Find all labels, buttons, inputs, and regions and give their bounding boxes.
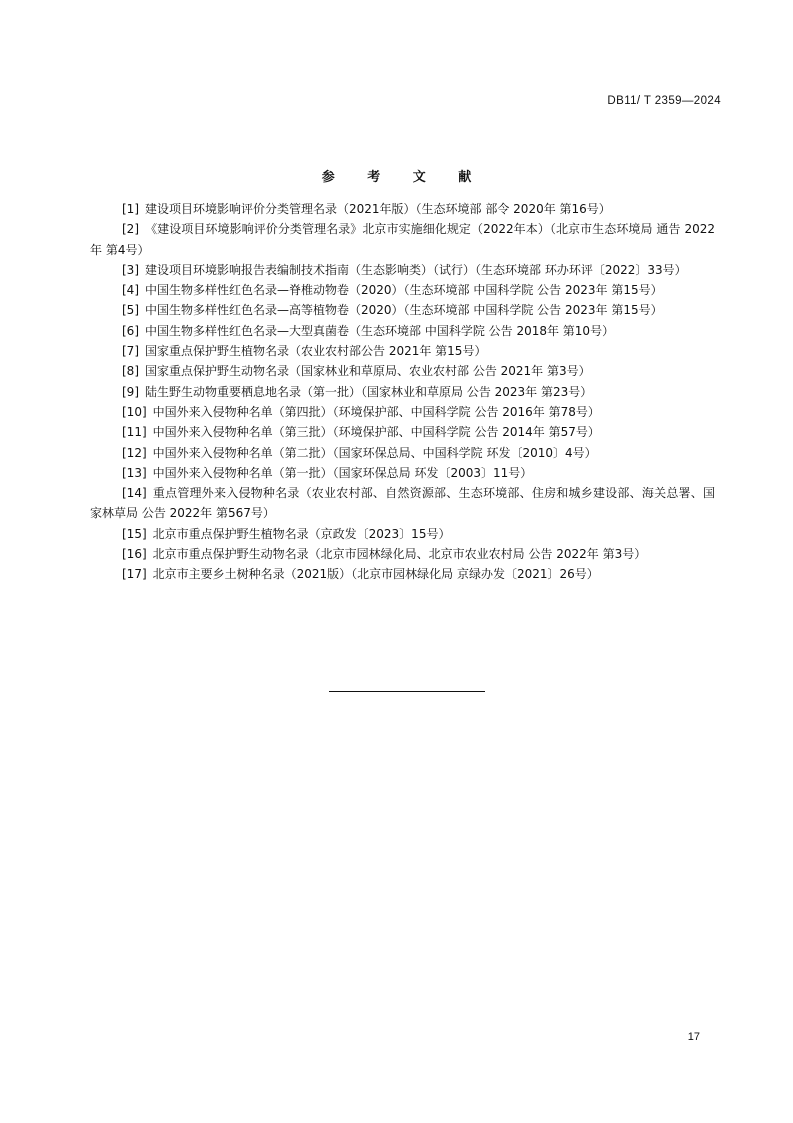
page-number: 17 [687,1031,700,1043]
reference-text: 中国外来入侵物种名单（第二批）（国家环保总局、中国科学院 环发〔2010〕4号） [152,445,597,460]
reference-number: [12] [122,445,147,460]
reference-item [90,382,715,402]
reference-item [90,321,715,341]
reference-item [90,280,715,300]
reference-number: [16] [122,547,147,562]
reference-item [90,483,715,524]
reference-item [90,524,715,544]
reference-text: 中国外来入侵物种名单（第三批）（环境保护部、中国科学院 公告 2014年 第57号） [152,425,600,440]
reference-item [90,463,715,483]
reference-item [90,219,715,260]
reference-number: [10] [122,404,147,419]
reference-item [90,564,715,584]
reference-number: [8] [122,364,139,379]
reference-item [90,544,715,564]
reference-text: 北京市主要乡土树种名录（2021版）（北京市园林绿化局 京绿办发〔2021〕26号） [152,567,599,582]
reference-text: 国家重点保护野生动物名录（国家林业和草原局、农业农村部 公告 2021年 第3号） [145,364,591,379]
reference-text: 中国外来入侵物种名单（第四批）（环境保护部、中国科学院 公告 2016年 第78号） [152,404,600,419]
reference-text: 北京市重点保护野生植物名录（京政发〔2023〕15号） [152,526,451,541]
reference-text: 中国外来入侵物种名单（第一批）（国家环保总局 环发〔2003〕11号） [152,465,533,480]
reference-item [90,341,715,361]
reference-number: [7] [122,344,139,359]
document-code: DB11/ T 2359—2024 [607,95,721,107]
reference-number: [3] [122,262,139,277]
reference-text: 建设项目环境影响报告表编制技术指南（生态影响类）（试行）（生态环境部 环办环评〔2022〕33号） [145,262,687,277]
section-title: 参 考 文 献 [321,170,486,185]
reference-text: 国家重点保护野生植物名录（农业农村部公告 2021年 第15号） [145,344,487,359]
reference-item [90,443,715,463]
reference-number: [11] [122,425,147,440]
reference-number: [17] [122,567,147,582]
reference-number: [15] [122,526,147,541]
reference-text: 建设项目环境影响评价分类管理名录（2021年版）（生态环境部 部令 2020年 第16号） [145,202,611,216]
reference-list [90,199,715,585]
reference-item [90,422,715,442]
reference-item [90,260,715,280]
reference-item [90,402,715,422]
reference-text: 《建设项目环境影响评价分类管理名录》北京市实施细化规定（2022年本）（北京市生态环境局 通告 2022年 第4号） [90,222,715,257]
reference-item [90,361,715,381]
reference-item [90,300,715,320]
reference-number: [9] [122,384,139,399]
reference-text: 重点管理外来入侵物种名录（农业农村部、自然资源部、生态环境部、住房和城乡建设部、海关总署、国家林草局 公告 2022年 第567号） [90,486,715,521]
reference-number: [6] [122,323,139,338]
reference-number: [14] [122,486,147,501]
reference-item [90,199,715,219]
reference-number: [4] [122,283,139,298]
reference-number: [1] [122,202,139,216]
reference-text: 中国生物多样性红色名录—大型真菌卷（生态环境部 中国科学院 公告 2018年 第10号） [145,323,615,338]
reference-number: [13] [122,465,147,480]
reference-text: 中国生物多样性红色名录—高等植物卷（2020）（生态环境部 中国科学院 公告 2023年 第15号） [145,303,663,318]
reference-number: [2] [122,222,139,237]
reference-text: 中国生物多样性红色名录—脊椎动物卷（2020）（生态环境部 中国科学院 公告 2023年 第15号） [145,283,663,298]
reference-text: 陆生野生动物重要栖息地名录（第一批）（国家林业和草原局 公告 2023年 第23号） [145,384,593,399]
end-rule [329,691,485,692]
reference-number: [5] [122,303,139,318]
reference-text: 北京市重点保护野生动物名录（北京市园林绿化局、北京市农业农村局 公告 2022年 第3号） [152,547,647,562]
